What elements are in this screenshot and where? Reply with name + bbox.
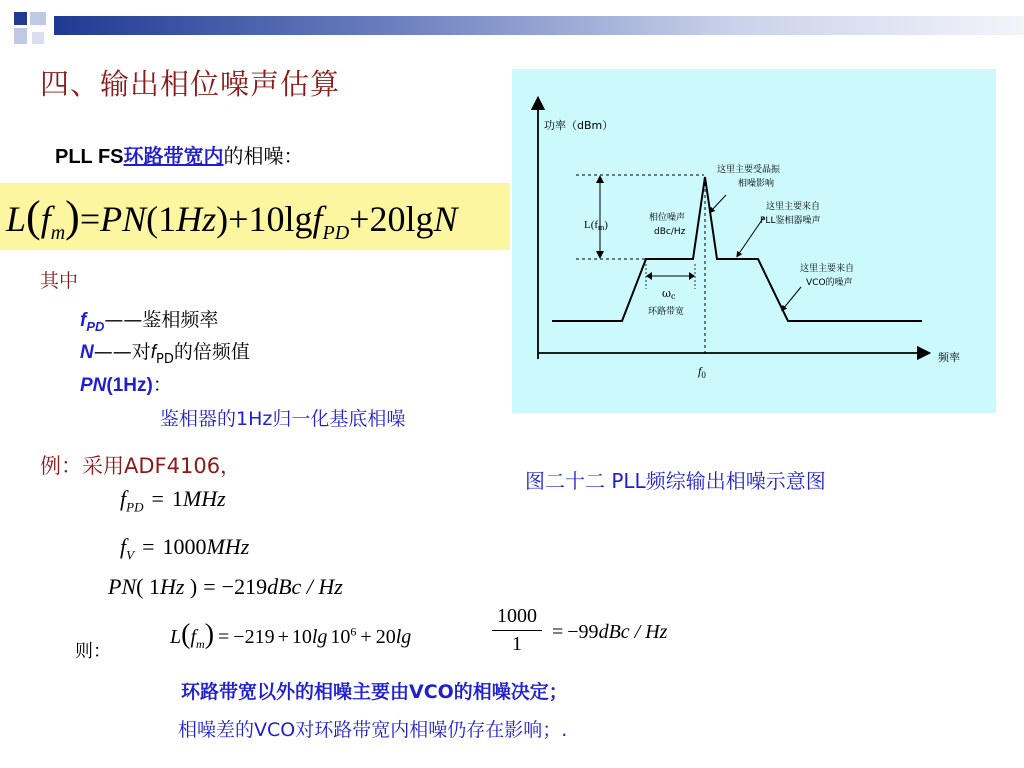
def-sym: PN [80, 375, 107, 396]
eq-pn-sym: PN [108, 574, 137, 599]
subtitle-prefix: PLL FS [55, 146, 124, 168]
lfm-arrowhead-up [596, 175, 604, 183]
slide-subtitle [55, 140, 304, 169]
def-sub2: PD [156, 351, 174, 367]
formula-PD: PD [322, 222, 350, 245]
def-text: 的倍频值 [173, 341, 250, 363]
eq-sub: PD [126, 499, 144, 515]
def-fpd [80, 305, 218, 334]
formula-f2: f [312, 199, 323, 239]
eq-val: 1000 [162, 534, 207, 559]
formula-20lg: 20lg [369, 199, 434, 239]
eq-sign: = [203, 574, 216, 599]
def-text: 对 [131, 341, 151, 363]
eq-val: 1 [171, 486, 183, 511]
x-axis-label: 频率 [938, 351, 960, 364]
res-den: 1 [512, 633, 522, 655]
def-sym: f [80, 310, 87, 331]
res-lg: lg [395, 626, 412, 648]
eq-fpd [120, 486, 226, 515]
def-sub: PD [86, 318, 105, 334]
res-L: L [170, 626, 182, 648]
eq-unit: dBc / Hz [267, 574, 343, 599]
header-square-mid [32, 32, 44, 44]
spectrum-curve [552, 177, 922, 321]
then-label: 则： [75, 641, 111, 662]
omega-arrowhead-right [689, 272, 695, 280]
phase-noise-diagram [512, 69, 996, 413]
formula-L: L [6, 199, 27, 239]
formula-plus: + [228, 199, 249, 239]
annotation-arrow-vco [783, 287, 801, 309]
phase-noise-figure [512, 69, 996, 413]
omega-arrowhead-left [646, 272, 652, 280]
subtitle-highlight: 环路带宽内 [123, 144, 224, 168]
lfm-label: L(fm) [584, 219, 608, 232]
eq-unit: MHz [182, 486, 226, 511]
eq-hz: Hz [159, 574, 185, 599]
annotation-vco: 这里主要来自 VCO的噪声 [800, 264, 855, 288]
eq-f: f [120, 534, 127, 559]
header-square-dark [14, 12, 27, 25]
formula-lparen: ( [26, 192, 41, 241]
annotation-crystal: 这里主要受晶振相噪影响 [717, 165, 781, 189]
formula-N: N [433, 199, 458, 239]
annotation-pll: 这里主要来自 PLL鉴相器噪声 [760, 202, 821, 226]
omega-c-label: ωc [662, 287, 676, 301]
res-term: 10 [330, 626, 351, 648]
res-term: −219 [233, 626, 275, 648]
def-colon: ： [152, 374, 172, 396]
def-suffix: (1Hz) [106, 375, 153, 396]
lfm-arrowhead-down [596, 251, 604, 259]
res-plus: + [277, 626, 289, 648]
header-bar [54, 16, 1024, 35]
eq-val: −219 [221, 574, 268, 599]
formula-1hz-open: (1 [146, 199, 177, 239]
res-num: 1000 [497, 605, 537, 627]
example-label: 例：采用ADF4106， [40, 454, 242, 478]
formula-eq: = [79, 199, 101, 239]
def-n [80, 337, 250, 367]
def-pn [80, 370, 172, 397]
res-frac-bar [492, 630, 542, 631]
res-term: 10 [291, 626, 312, 648]
eq-sign: = [151, 486, 164, 511]
def-pn-desc: 鉴相器的1Hz归一化基底相噪 [160, 408, 406, 430]
res-rparen: ) [204, 619, 215, 650]
def-text: 鉴相频率 [142, 309, 219, 331]
res-value: −99 [567, 621, 599, 643]
header-square-light [14, 28, 27, 44]
res-plus: + [360, 626, 372, 648]
res-lg: lg [311, 626, 328, 648]
formula-f: f [40, 199, 51, 239]
y-axis-label: 功率（dBm） [544, 119, 614, 132]
figure-caption: 图二十二 PLL频综输出相噪示意图 [525, 469, 826, 493]
formula-close: ) [216, 199, 229, 239]
phase-noise-unit: dBc/Hz [654, 227, 686, 237]
result-equation [170, 605, 710, 669]
formula-10lg: 10lg [248, 199, 313, 239]
res-fraction [492, 605, 542, 656]
formula-PN: PN [100, 199, 147, 239]
subtitle-suffix: 的相噪： [223, 144, 304, 168]
res-m: m [196, 637, 205, 651]
formula-rparen: ) [65, 192, 80, 241]
eq-fv [120, 534, 249, 563]
where-label: 其中 [40, 270, 79, 292]
res-lparen: ( [181, 619, 191, 650]
res-eq: = [552, 621, 564, 643]
f0-label: $f_0$ [698, 364, 706, 380]
def-dash: —— [104, 309, 143, 331]
conclusion-line-2: 相噪差的VCO对环路带宽内相噪仍存在影响；. [178, 719, 568, 741]
eq-pn [108, 574, 343, 600]
res-f: f [190, 626, 197, 648]
eq-f: f [120, 486, 127, 511]
res-unit: dBc / Hz [598, 621, 668, 643]
def-sym: N [80, 342, 94, 363]
main-formula [6, 191, 458, 245]
eq-unit: MHz [206, 534, 250, 559]
res-term: 20 [375, 626, 396, 648]
eq-open: ( 1 [136, 574, 160, 599]
eq-close: ) [184, 574, 198, 599]
eq-sign: = [142, 534, 155, 559]
formula-m: m [50, 222, 66, 245]
formula-plus: + [349, 199, 370, 239]
slide-title: 四、输出相位噪声估算 [40, 67, 341, 101]
eq-sub: V [126, 547, 135, 563]
phase-noise-label: 相位噪声 [649, 213, 686, 223]
res-eq: = [218, 626, 230, 648]
formula-Hz: Hz [176, 199, 217, 239]
main-formula-box [0, 183, 510, 250]
res-exp: 6 [350, 624, 357, 639]
def-sym2: f [150, 342, 157, 363]
def-dash: —— [93, 341, 132, 363]
header-square-light [30, 12, 46, 25]
conclusion-line-1: 环路带宽以外的相噪主要由VCO的相噪决定； [181, 681, 568, 703]
annotation-arrow-crystal [711, 195, 726, 211]
loop-bw-label: 环路带宽 [648, 307, 685, 317]
